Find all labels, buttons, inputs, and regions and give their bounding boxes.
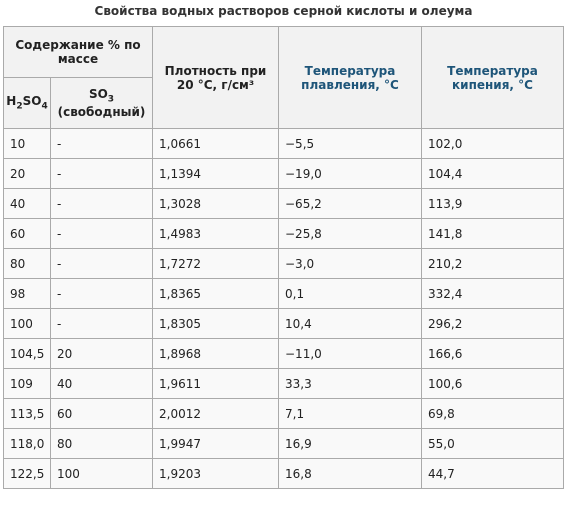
cell-boiling: 69,8: [422, 399, 564, 429]
cell-h2so4: 113,5: [4, 399, 51, 429]
cell-melting: −65,2: [279, 189, 422, 219]
cell-h2so4: 122,5: [4, 459, 51, 489]
cell-h2so4: 10: [4, 129, 51, 159]
cell-h2so4: 109: [4, 369, 51, 399]
table-row: [4, 459, 564, 489]
table-row: [4, 399, 564, 429]
table-row: [4, 429, 564, 459]
cell-so3: -: [51, 249, 153, 279]
cell-h2so4: 104,5: [4, 339, 51, 369]
table-row: [4, 159, 564, 189]
cell-boiling: 55,0: [422, 429, 564, 459]
cell-boiling: 100,6: [422, 369, 564, 399]
cell-density: 1,9947: [153, 429, 279, 459]
cell-melting: −25,8: [279, 219, 422, 249]
cell-density: 1,1394: [153, 159, 279, 189]
cell-melting: 16,9: [279, 429, 422, 459]
header-melting: Температура плавления, °C: [279, 27, 422, 129]
cell-so3: -: [51, 159, 153, 189]
cell-density: 1,9611: [153, 369, 279, 399]
cell-so3: 60: [51, 399, 153, 429]
cell-density: 1,7272: [153, 249, 279, 279]
cell-density: 1,4983: [153, 219, 279, 249]
cell-h2so4: 20: [4, 159, 51, 189]
cell-melting: −3,0: [279, 249, 422, 279]
cell-h2so4: 98: [4, 279, 51, 309]
cell-so3: -: [51, 189, 153, 219]
cell-melting: 0,1: [279, 279, 422, 309]
cell-so3: 100: [51, 459, 153, 489]
cell-boiling: 141,8: [422, 219, 564, 249]
header-so3: $SO_3$ (свободный): [51, 78, 153, 129]
cell-h2so4: 80: [4, 249, 51, 279]
cell-melting: −19,0: [279, 159, 422, 189]
table-row: [4, 309, 564, 339]
cell-so3: 80: [51, 429, 153, 459]
table-row: [4, 339, 564, 369]
header-h2so4: $H_2SO_4$: [4, 78, 51, 129]
cell-so3: 40: [51, 369, 153, 399]
cell-melting: −5,5: [279, 129, 422, 159]
table-row: [4, 189, 564, 219]
cell-h2so4: 60: [4, 219, 51, 249]
cell-so3: -: [51, 129, 153, 159]
cell-density: 1,8968: [153, 339, 279, 369]
cell-melting: 7,1: [279, 399, 422, 429]
table-row: [4, 219, 564, 249]
table-row: [4, 279, 564, 309]
cell-melting: −11,0: [279, 339, 422, 369]
cell-so3: -: [51, 309, 153, 339]
cell-boiling: 296,2: [422, 309, 564, 339]
cell-so3: 20: [51, 339, 153, 369]
cell-boiling: 113,9: [422, 189, 564, 219]
cell-so3: -: [51, 279, 153, 309]
cell-boiling: 166,6: [422, 339, 564, 369]
cell-so3: -: [51, 219, 153, 249]
table-row: [4, 369, 564, 399]
cell-density: 1,3028: [153, 189, 279, 219]
cell-melting: 16,8: [279, 459, 422, 489]
cell-boiling: 44,7: [422, 459, 564, 489]
cell-melting: 10,4: [279, 309, 422, 339]
cell-density: 1,8365: [153, 279, 279, 309]
cell-boiling: 104,4: [422, 159, 564, 189]
cell-density: 2,0012: [153, 399, 279, 429]
cell-density: 1,0661: [153, 129, 279, 159]
cell-boiling: 102,0: [422, 129, 564, 159]
header-content: Содержание % по массе: [4, 27, 153, 78]
cell-boiling: 210,2: [422, 249, 564, 279]
table-row: [4, 129, 564, 159]
header-boiling: Температура кипения, °C: [422, 27, 564, 129]
table-body: [4, 129, 564, 489]
cell-melting: 33,3: [279, 369, 422, 399]
cell-h2so4: 118,0: [4, 429, 51, 459]
cell-density: 1,8305: [153, 309, 279, 339]
table-caption: Свойства водных растворов серной кислоты и олеума: [94, 4, 473, 18]
cell-boiling: 332,4: [422, 279, 564, 309]
cell-h2so4: 40: [4, 189, 51, 219]
properties-table: [3, 26, 564, 489]
cell-density: 1,9203: [153, 459, 279, 489]
header-density: Плотность при 20 °C, г/см³: [153, 27, 279, 129]
table-row: [4, 249, 564, 279]
cell-h2so4: 100: [4, 309, 51, 339]
